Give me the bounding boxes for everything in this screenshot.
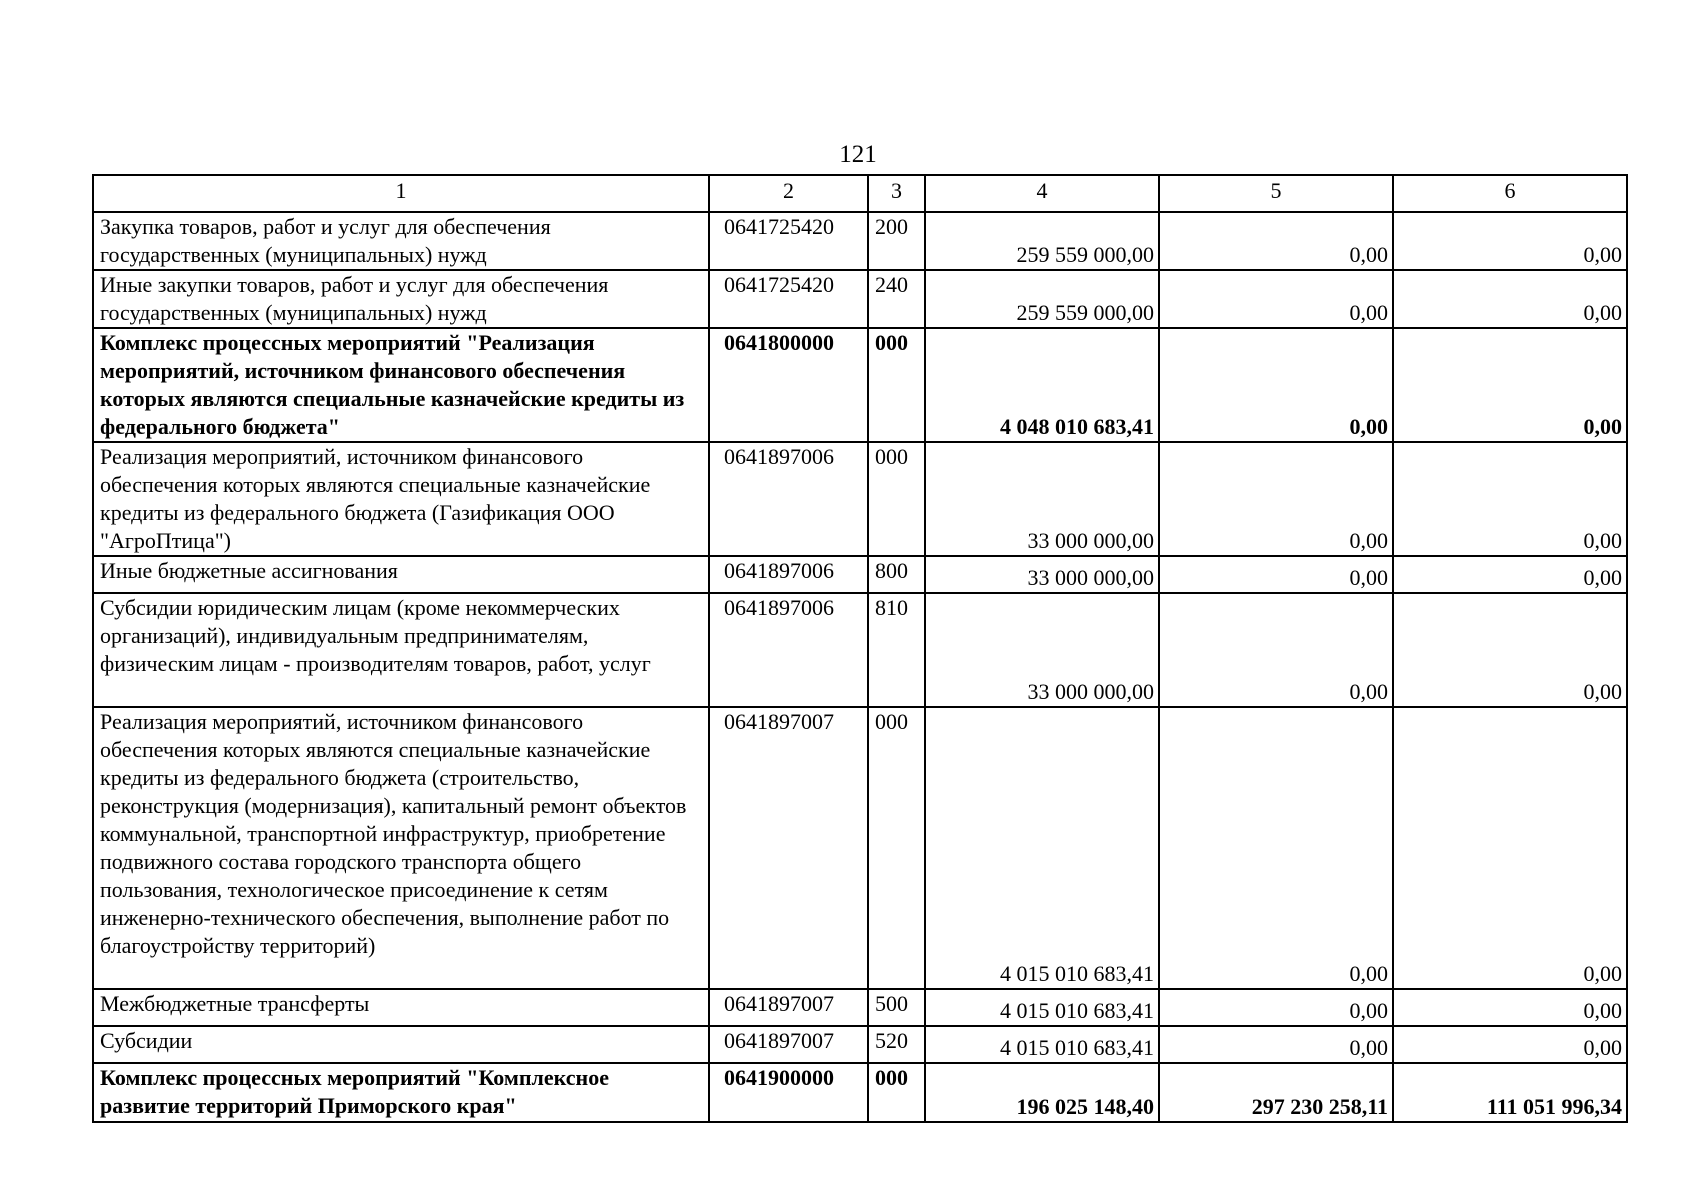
row-target-code: 0641800000 [709,328,868,442]
row-amount-col6: 0,00 [1393,1026,1627,1063]
row-target-code: 0641900000 [709,1063,868,1122]
column-header: 3 [868,175,925,212]
table-header-row [93,175,1627,212]
table-row [93,1026,1627,1063]
row-amount-col5: 0,00 [1159,707,1393,989]
row-expense-type: 240 [868,270,925,328]
row-description: Субсидии [93,1026,709,1063]
row-description: Комплекс процессных мероприятий "Реализация мероприятий, источником финансового обеспечения которых являются специальные казначейские кредиты из федерального бюджета" [93,328,709,442]
table-row [93,270,1627,328]
row-amount-col4: 4 048 010 683,41 [925,328,1159,442]
row-target-code: 0641897006 [709,442,868,556]
row-amount-col4: 33 000 000,00 [925,593,1159,707]
row-amount-col6: 0,00 [1393,442,1627,556]
table-row [93,593,1627,707]
row-expense-type: 500 [868,989,925,1026]
row-amount-col4: 196 025 148,40 [925,1063,1159,1122]
row-amount-col6: 0,00 [1393,270,1627,328]
column-header: 1 [93,175,709,212]
column-header: 4 [925,175,1159,212]
row-amount-col5: 0,00 [1159,989,1393,1026]
row-description: Комплекс процессных мероприятий "Комплексное развитие территорий Приморского края" [93,1063,709,1122]
column-header: 2 [709,175,868,212]
row-expense-type: 000 [868,328,925,442]
row-amount-col4: 4 015 010 683,41 [925,1026,1159,1063]
row-expense-type: 000 [868,442,925,556]
row-target-code: 0641897006 [709,556,868,593]
row-description: Межбюджетные трансферты [93,989,709,1026]
row-description: Субсидии юридическим лицам (кроме некоммерческих организаций), индивидуальным предпринимателям, физическим лицам - производителям товаров, работ, услуг [93,593,709,707]
row-expense-type: 000 [868,1063,925,1122]
row-amount-col5: 0,00 [1159,212,1393,270]
table-row [93,556,1627,593]
row-amount-col4: 4 015 010 683,41 [925,707,1159,989]
budget-table [92,174,1628,1123]
row-amount-col5: 0,00 [1159,556,1393,593]
row-expense-type: 000 [868,707,925,989]
row-target-code: 0641897007 [709,707,868,989]
row-amount-col5: 0,00 [1159,442,1393,556]
row-description: Иные бюджетные ассигнования [93,556,709,593]
row-expense-type: 800 [868,556,925,593]
row-amount-col6: 0,00 [1393,593,1627,707]
row-description: Реализация мероприятий, источником финансового обеспечения которых являются специальные казначейские кредиты из федерального бюджета (Газификация ООО "АгроПтица") [93,442,709,556]
column-header: 5 [1159,175,1393,212]
row-target-code: 0641725420 [709,270,868,328]
table-row [93,707,1627,989]
table-row [93,989,1627,1026]
table-row [93,212,1627,270]
row-description: Иные закупки товаров, работ и услуг для обеспечения государственных (муниципальных) нужд [93,270,709,328]
table-row-subtotal [93,328,1627,442]
row-amount-col5: 0,00 [1159,328,1393,442]
row-amount-col4: 33 000 000,00 [925,556,1159,593]
row-amount-col4: 4 015 010 683,41 [925,989,1159,1026]
row-amount-col5: 0,00 [1159,270,1393,328]
page-number: 121 [839,141,877,168]
row-amount-col5: 0,00 [1159,593,1393,707]
row-expense-type: 520 [868,1026,925,1063]
row-target-code: 0641897006 [709,593,868,707]
row-amount-col4: 33 000 000,00 [925,442,1159,556]
row-amount-col6: 0,00 [1393,989,1627,1026]
row-description: Закупка товаров, работ и услуг для обеспечения государственных (муниципальных) нужд [93,212,709,270]
row-amount-col6: 0,00 [1393,328,1627,442]
row-amount-col4: 259 559 000,00 [925,212,1159,270]
row-amount-col6: 0,00 [1393,707,1627,989]
table-row-subtotal [93,1063,1627,1122]
row-amount-col6: 0,00 [1393,212,1627,270]
row-expense-type: 200 [868,212,925,270]
table-row [93,442,1627,556]
column-header: 6 [1393,175,1627,212]
row-target-code: 0641897007 [709,1026,868,1063]
row-description: Реализация мероприятий, источником финансового обеспечения которых являются специальные казначейские кредиты из федерального бюджета (строительство, реконструкция (модернизация), капитальный ремонт объектов коммунальной, транспортной инфраструктур, приобретение подвижного состава городского транспорта общего пользования, технологическое присоединение к сетям инженерно-технического обеспечения, выполнение работ по благоустройству территорий) [93,707,709,989]
row-amount-col5: 0,00 [1159,1026,1393,1063]
row-expense-type: 810 [868,593,925,707]
row-amount-col6: 0,00 [1393,556,1627,593]
row-target-code: 0641725420 [709,212,868,270]
row-amount-col4: 259 559 000,00 [925,270,1159,328]
row-amount-col5: 297 230 258,11 [1159,1063,1393,1122]
row-amount-col6: 111 051 996,34 [1393,1063,1627,1122]
row-target-code: 0641897007 [709,989,868,1026]
